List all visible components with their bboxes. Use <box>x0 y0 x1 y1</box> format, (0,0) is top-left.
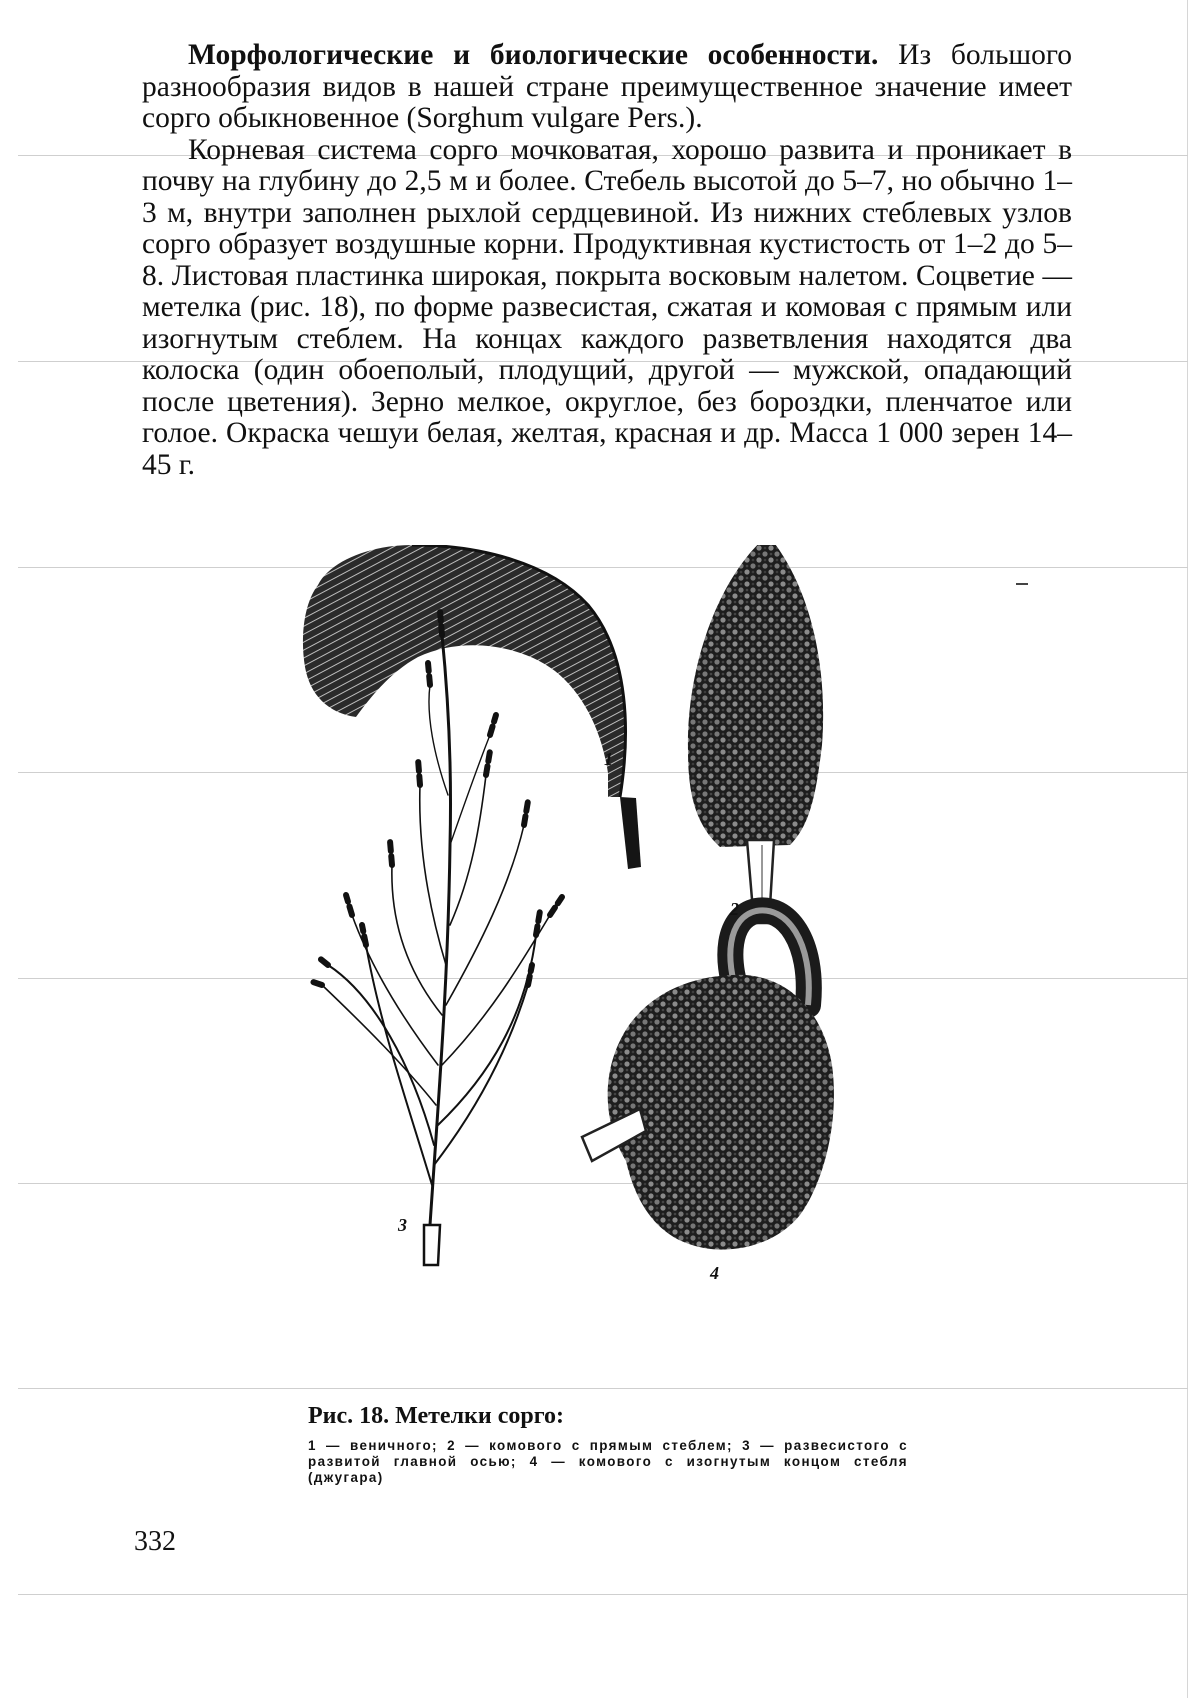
margin-line <box>1187 0 1188 1698</box>
panicle-compact-straight <box>688 545 823 923</box>
caption-legend: 1 — веничного; 2 — комового с прямым стеблем; 3 — развесистого с развитой главной осью; 4 — комового с изогнутым концом стебля (джугара) <box>308 1438 908 1485</box>
section-heading: Морфологические и биологические особенности. <box>188 39 879 71</box>
scan-rule <box>18 1388 1188 1389</box>
sorghum-panicles-illustration <box>300 545 940 1375</box>
figure-label-2: 2 <box>730 899 739 919</box>
figure-label-1: 1 <box>604 749 613 769</box>
caption-title: Рис. 18. Метелки сорго: <box>308 1403 564 1429</box>
description-paragraph: Корневая система сорго мочковатая, хорошо развита и проникает в почву на глубину до 2,5 м и более. Стебель высотой до 5–7, но обычно 1–3 м, внутри заполнен рыхлой сердцевиной. Из нижних стеблевых узлов сорго образует воздушные корни. Продуктивная кустистость от 1–2 до 5–8. Листовая пластинка широкая, покрыта восковым налетом. Соцветие — метелка (рис. 18), по форме развесистая, сжатая и комовая с прямым или изогнутым стеблем. На концах каждого разветвления находятся два колоска (один обоеполый, плодущий, другой — мужской, опадающий после цветения). Зерно мелкое, округлое, без бороздки, пленчатое или голое. Окраска чешуи белая, желтая, красная и др. Масса 1 000 зерен 14–45 г. <box>142 133 1072 481</box>
panicle-compact-curved <box>582 910 834 1249</box>
panicle-broom <box>303 545 641 869</box>
figure-18 <box>300 545 940 1380</box>
figure-label-3: 3 <box>398 1215 407 1235</box>
intro-text: Из большого разнообразия видов в нашей стране преимущественное значение имеет сорго обыкновенное (Sorghum vulgare Pers.). <box>142 39 1072 134</box>
scan-rule <box>18 1594 1188 1595</box>
scan-mark <box>1016 583 1028 585</box>
page-number: 332 <box>134 1526 176 1557</box>
intro-paragraph <box>142 40 1072 135</box>
body-text <box>142 40 1072 481</box>
figure-label-4: 4 <box>710 1263 719 1283</box>
figure-caption <box>308 1402 908 1486</box>
